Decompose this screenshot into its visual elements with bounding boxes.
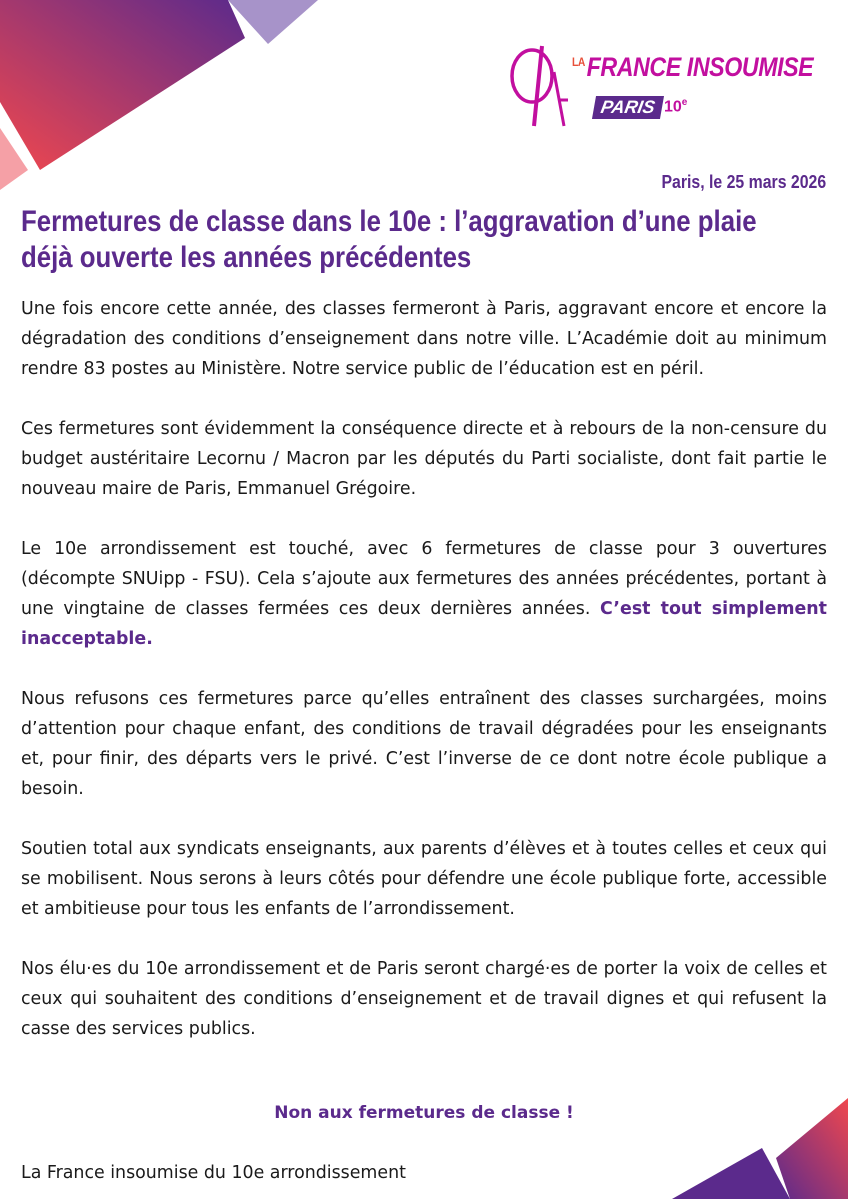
logo-arrondissement: 10e — [664, 97, 688, 116]
phi-emblem-icon — [506, 42, 576, 130]
paragraph-3 — [21, 534, 827, 654]
press-release-body — [21, 294, 827, 1074]
document-date: Paris, le 25 mars 2026 — [661, 172, 826, 192]
logo-wordmark: $^{LA}$FRANCE INSOUMISE — [572, 52, 814, 82]
paragraph-6: Nos élu·es du 10e arrondissement et de Paris seront chargé·es de porter la voix de celles et ceux qui souhaitent des conditions d’enseignement et de travail dignes et qui refusent la casse des services publics. — [21, 959, 827, 1039]
stripe-purple-bottom — [672, 1148, 790, 1199]
paragraph-3-emphasis: C’est tout simplement inacceptable. — [21, 599, 827, 649]
closing-slogan: Non aux fermetures de classe ! — [274, 1103, 574, 1123]
paragraph-1: Une fois encore cette année, des classes fermeront à Paris, aggravant encore et encore la dégradation des conditions d’enseignement dans notre ville. L’Académie doit au minimum rendre 83 postes au Ministère. Notre service public de l’éducation est en péril. — [21, 299, 827, 379]
press-release-title: Fermetures de classe dans le 10e : l’aggravation d’une plaie déjà ouverte les années précédentes — [21, 205, 757, 274]
signature: La France insoumise du 10e arrondissement — [21, 1163, 406, 1183]
paragraph-2: Ces fermetures sont évidemment la conséquence directe et à rebours de la non-censure du budget austéritaire Lecornu / Macron par les députés du Parti socialiste, dont fait partie le nouveau maire de Paris, Emmanuel Grégoire. — [21, 419, 827, 499]
paragraph-4: Nous refusons ces fermetures parce qu’elles entraînent des classes surchargées, moins d’attention pour chaque enfant, des conditions de travail dégradées pour les enseignants et, pour finir, des départs vers le privé. C’est l’inverse de ce dont notre école publique a besoin. — [21, 689, 827, 799]
logo-city-badge: PARIS — [592, 96, 664, 119]
stripe-gradient-top — [0, 0, 245, 170]
paragraph-5: Soutien total aux syndicats enseignants, aux parents d’élèves et à toutes celles et ceux qui se mobilisent. Nous serons à leurs côtés pour défendre une école publique forte, accessible et ambitieuse pour tous les enfants de l’arrondissement. — [21, 839, 827, 919]
paragraph-3-text: Le 10e arrondissement est touché, avec 6 fermetures de classe pour 3 ouvertures (décompte SNUipp - FSU). Cela s’ajoute aux fermetures des années précédentes, portant à une vingtaine de classes fermées ces deux dernières années. — [21, 539, 827, 619]
stripe-lavender-top — [228, 0, 318, 44]
lfi-logo — [506, 42, 836, 130]
stripe-pink-top — [0, 128, 28, 190]
